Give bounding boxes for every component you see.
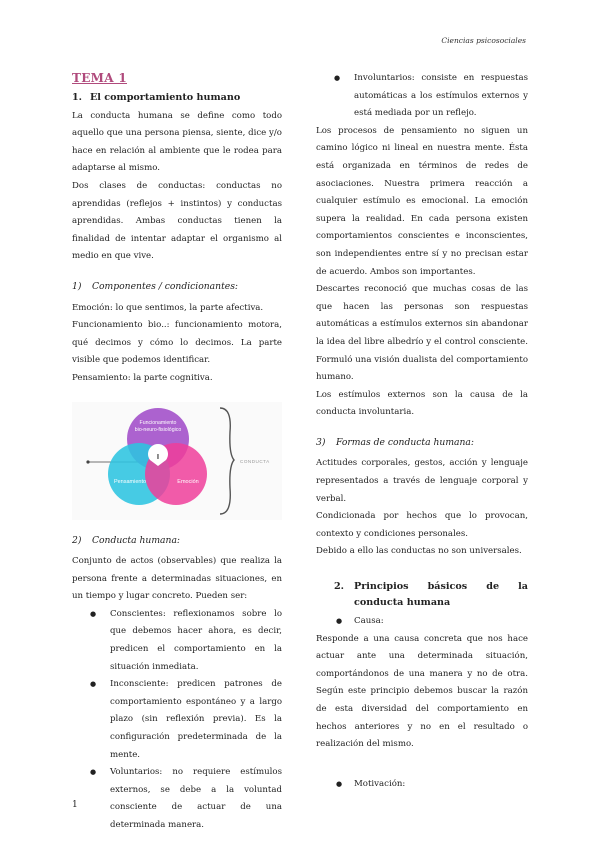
subsection-number: 3): [316, 436, 326, 448]
subsection-number: 1): [72, 280, 82, 292]
subsection-number: 2): [72, 534, 82, 546]
paragraph: Descartes reconoció que muchas cosas de las que hacen las personas son respuestas automáticas a estímulos externos sin abandonar la idea del libre albedrío y el control consciente. Formuló una visión dualista del comportamiento humano.: [316, 284, 528, 383]
list-item: ● Conscientes: reflexionamos sobre lo que debemos hacer ahora, es decir, predicen el comportamiento en la situación inmediata.: [72, 606, 282, 676]
page-number: 1: [72, 800, 78, 810]
continued-list: [316, 70, 528, 123]
right-column: [316, 70, 528, 793]
subsection-1-heading: [72, 278, 282, 296]
emotion-label: Emoción: [177, 478, 199, 485]
list-item-motivacion: ● Motivación:: [316, 776, 528, 794]
brace-icon: [220, 408, 234, 514]
venn-svg: [72, 402, 282, 520]
list-item: ● Involuntarios: consiste en respuestas automáticas a los estímulos externos y está mediada por un reflejo.: [316, 70, 528, 123]
section-2-heading: [316, 579, 528, 611]
thought-label: Pensamiento: [113, 478, 147, 485]
pointer-dot: [86, 460, 89, 463]
bio-label-2: bio-neuro-fisiológico: [134, 426, 182, 433]
left-column: [72, 70, 282, 835]
list-item: ● Voluntarios: no requiere estímulos externos, se debe a la voluntad consciente de actuar de una determinada manera.: [72, 764, 282, 834]
paragraph: Los procesos de pensamiento no siguen un camino lógico ni lineal en nuestra mente. Ésta está organizada en términos de redes de asociaciones. Nuestra primera reacción a cualquier estímulo es emocional. La emoción supera la realidad. En cada persona existen comportamientos conscientes e inconscientes, son independientes entre sí y no precisan estar de acuerdo. Ambos son importantes.: [316, 125, 528, 277]
list-item: ● Inconsciente: predicen patrones de comportamiento espontáneo y a largo plazo (sin reflexión previa). Es la configuración predeterminada de la mente.: [72, 676, 282, 764]
paragraph: Condicionada por hechos que lo provocan, contexto y condiciones personales.: [316, 511, 528, 539]
section-title: Principios básicos de la conducta humana: [354, 581, 528, 609]
subsection-3-heading: [316, 434, 528, 452]
paragraph: Conjunto de actos (observables) que realiza la persona frente a determinadas situaciones, en un tiempo y lugar concreto. Pueden ser:: [72, 556, 282, 602]
bio-label-1: Funcionamiento: [139, 419, 177, 426]
subsection-2-heading: [72, 532, 282, 550]
section-number: 2.: [334, 581, 345, 593]
paragraph: Actitudes corporales, gestos, acción y lenguaje representados a través de lenguaje corporal y verbal.: [316, 458, 528, 504]
conduct-type-list: [72, 606, 282, 835]
section-title: El comportamiento humano: [90, 91, 241, 103]
subsection-title: Formas de conducta humana:: [336, 436, 475, 448]
subsection-title: Componentes / condicionantes:: [92, 280, 239, 292]
section-1-heading: [72, 90, 282, 106]
conduct-label: CONDUCTA: [240, 458, 270, 464]
subsection-title: Conducta humana:: [92, 534, 181, 546]
list-item-causa: ● Causa:: [316, 613, 528, 631]
section-number: 1.: [72, 91, 83, 103]
component-bio: Funcionamiento bio..: funcionamiento motora, qué decimos y cómo lo decimos. La parte visible que podemos identificar.: [72, 320, 282, 366]
paragraph: La conducta humana se define como todo aquello que una persona piensa, siente, dice y/o hace en relación al ambiente que le rodea para adaptarse al mismo.: [72, 110, 282, 174]
component-thought: Pensamiento: la parte cognitiva.: [72, 372, 213, 383]
paragraph: Debido a ello las conductas no son universales.: [316, 546, 522, 557]
component-emotion: Emoción: lo que sentimos, la parte afectiva.: [72, 302, 264, 313]
venn-diagram: [72, 402, 282, 520]
paragraph: Dos clases de conductas: conductas no aprendidas (reflejos + instintos) y conductas aprendidas. Ambas conductas tienen la finalidad de intentar adaptar el organismo al medio en que vive.: [72, 180, 282, 262]
paragraph: Responde a una causa concreta que nos hace actuar ante una determinada situación, comportándonos de una manera y no de otra. Según este principio debemos buscar la razón de esta diversidad del comportamiento en hechos anteriores y no en el resultado o realización del mismo.: [316, 633, 528, 750]
center-label: I: [157, 453, 159, 461]
topic-title: TEMA 1: [72, 71, 127, 85]
running-header: Ciencias psicosociales: [441, 36, 526, 45]
paragraph: Los estímulos externos son la causa de la conducta involuntaria.: [316, 389, 528, 418]
